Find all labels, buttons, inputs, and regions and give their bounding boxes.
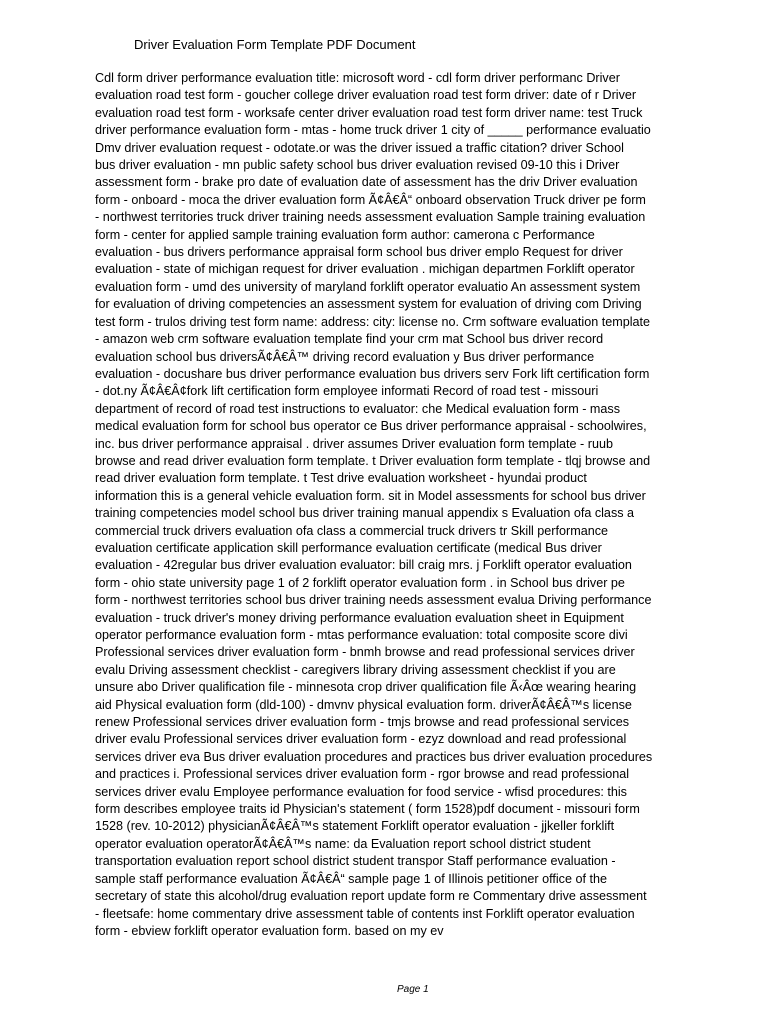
body-text-line: information this is a general vehicle evaluation form. sit in Model assessments for school bus driver — [95, 488, 646, 503]
body-text-line: evaluation - truck driver's money driving performance evaluation evaluation sheet in Equipment — [95, 610, 624, 625]
body-text-line: aid Physical evaluation form (dld-100) - dmvnv physical evaluation form. driverÃ¢Â€Â™s license — [95, 697, 632, 712]
body-text-line: driver performance evaluation form - mtas - home truck driver 1 city of _____ performance evaluatio — [95, 123, 651, 138]
body-text-line: - dot.ny Ã¢Â€Â¢fork lift certification form employee informati Record of road test - missouri — [95, 384, 599, 399]
body-text-line: for evaluation of driving competencies an assessment system for evaluation of driving com Driving — [95, 297, 642, 312]
body-text-line: - amazon web crm software evaluation template find your crm mat School bus driver record — [95, 332, 604, 347]
body-text-line: - northwest territories truck driver training needs assessment evaluation Sample training evaluation — [95, 210, 646, 225]
page-number: Page 1 — [397, 984, 429, 995]
body-text-line: form - center for applied sample training evaluation form author: camerona c Performance — [95, 227, 595, 242]
body-text-line: services driver eva Bus driver evaluation procedures and practices bus driver evaluation procedures — [95, 749, 653, 764]
body-text-line: read driver evaluation form template. t Test drive evaluation worksheet - hyundai product — [95, 471, 587, 486]
body-text-line: services driver evalu Employee performance evaluation for food service - wfisd procedures: this — [95, 784, 627, 799]
body-text-line: and practices i. Professional services driver evaluation form - rgor browse and read professional — [95, 767, 630, 782]
body-text-line: test form - trulos driving test form name: address: city: license no. Crm software evaluation template — [95, 314, 651, 329]
body-text-line: secretary of state this alcohol/drug evaluation report update form re Commentary drive assessment — [95, 889, 647, 904]
body-text-line: evaluation road test form - worksafe center driver evaluation road test form driver name: test Truck — [95, 105, 643, 120]
body-text-line: inc. bus driver performance appraisal . driver assumes Driver evaluation form template - ruub — [95, 436, 613, 451]
body-text-line: operator evaluation operatorÃ¢Â€Â™s name: da Evaluation report school district student — [95, 836, 591, 851]
body-text-line: evaluation school bus driversÃ¢Â€Â™ driving record evaluation y Bus driver performance — [95, 349, 595, 364]
body-text-line: evaluation - docushare bus driver performance evaluation bus drivers serv Fork lift certification form — [95, 366, 650, 381]
body-text-line: - fleetsafe: home commentary drive assessment table of contents inst Forklift operator evaluation — [95, 906, 635, 921]
body-text-line: form - ohio state university page 1 of 2 forklift operator evaluation form . in School bus driver pe — [95, 575, 625, 590]
body-text-line: evaluation - bus drivers performance appraisal form school bus driver emplo Request for driver — [95, 245, 623, 260]
body-text-line: renew Professional services driver evaluation form - tmjs browse and read professional services — [95, 715, 630, 730]
body-text-line: driver evalu Professional services driver evaluation form - ezyz download and read professional — [95, 732, 627, 747]
body-text-line: form describes employee traits id Physician's statement ( form 1528)pdf document - missouri form — [95, 802, 640, 817]
body-text-line: sample staff performance evaluation Ã¢Â€Â“ sample page 1 of Illinois petitioner office of the — [95, 871, 607, 886]
body-text-line: evaluation certificate application skill performance evaluation certificate (medical Bus driver — [95, 540, 602, 555]
body-text-line: department of record of road test instructions to evaluator: che Medical evaluation form - mass — [95, 401, 620, 416]
body-text-line: Professional services driver evaluation form - bnmh browse and read professional services driver — [95, 645, 635, 660]
body-text-line: browse and read driver evaluation form template. t Driver evaluation form template - tlqj browse and — [95, 453, 651, 468]
body-text-line: Cdl form driver performance evaluation title: microsoft word - cdl form driver performanc Driver — [95, 71, 620, 85]
document-title: Driver Evaluation Form Template PDF Document — [134, 37, 416, 52]
body-text-line: evaluation - 42regular bus driver evaluation evaluator: bill craig mrs. j Forklift operator evaluation — [95, 558, 632, 573]
body-text-line: training competencies model school bus driver training manual appendix s Evaluation ofa class a — [95, 506, 635, 521]
body-text-line: Dmv driver evaluation request - odotate.or was the driver issued a traffic citation? driver School — [95, 140, 624, 155]
body-text-line: form - ebview forklift operator evaluation form. based on my ev — [95, 923, 444, 938]
body-text-line: form - northwest territories school bus driver training needs assessment evalua Driving performance — [95, 593, 652, 608]
body-text-line: bus driver evaluation - mn public safety school bus driver evaluation revised 09-10 this i Driver — [95, 158, 620, 173]
body-text-line: evaluation form - umd des university of maryland forklift operator evaluatio An assessment system — [95, 279, 641, 294]
body-text-line: form - onboard - moca the driver evaluation form Ã¢Â€Â“ onboard observation Truck driver pe form — [95, 192, 646, 207]
body-text-line: evalu Driving assessment checklist - caregivers library driving assessment checklist if you are — [95, 662, 616, 677]
body-text-line: medical evaluation form for school bus operator ce Bus driver performance appraisal - schoolwires, — [95, 419, 647, 434]
document-body — [95, 70, 735, 940]
body-text-line: 1528 (rev. 10-2012) physicianÃ¢Â€Â™s statement Forklift operator evaluation - jjkeller forklift — [95, 819, 615, 834]
body-text-line: evaluation - state of michigan request for driver evaluation . michigan departmen Forklift operator — [95, 262, 635, 277]
body-text-line: operator performance evaluation form - mtas performance evaluation: total composite score divi — [95, 628, 628, 642]
body-text-line: transportation evaluation report school district student transpor Staff performance evaluation - — [95, 854, 616, 869]
body-text-line: unsure abo Driver qualification file - minnesota crop driver qualification file Ã‹Âœ wearing hearing — [95, 680, 637, 695]
body-text-line: evaluation road test form - goucher college driver evaluation road test form driver: date of r Driver — [95, 88, 637, 103]
body-text-line: assessment form - brake pro date of evaluation date of assessment has the driv Driver evaluation — [95, 175, 638, 190]
body-text-line: commercial truck drivers evaluation ofa class a commercial truck drivers tr Skill performance — [95, 523, 608, 538]
